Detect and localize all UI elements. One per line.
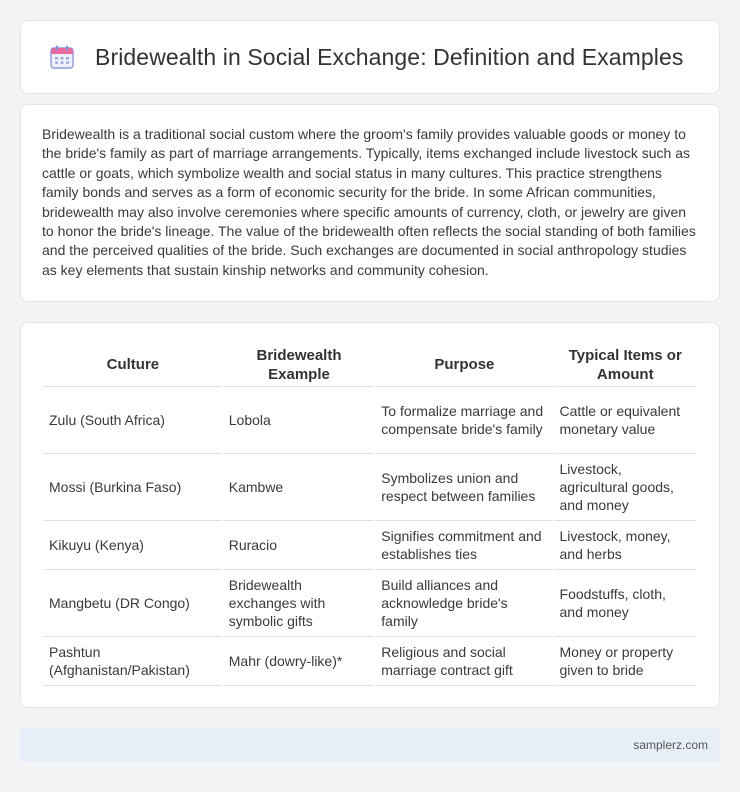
cell-culture: Pashtun (Afghanistan/Pakistan) [44,637,222,686]
column-header-culture: Culture [44,343,222,387]
table-header-row [44,343,696,387]
column-header-example: Bridewealth Example [224,343,375,387]
cell-items: Money or property given to bride [555,637,696,686]
intro-card [20,104,720,302]
cell-purpose: Religious and social marriage contract gift [376,637,552,686]
cell-culture: Kikuyu (Kenya) [44,521,222,570]
header-card [20,20,720,94]
footer-bar [20,728,720,762]
cell-culture: Mossi (Burkina Faso) [44,454,222,521]
cell-example: Bridewealth exchanges with symbolic gifts [224,570,375,637]
cell-example: Kambwe [224,454,375,521]
table-row [44,454,696,521]
column-header-items: Typical Items or Amount [555,343,696,387]
cell-culture: Zulu (South Africa) [44,387,222,454]
column-header-purpose: Purpose [376,343,552,387]
cell-items: Cattle or equivalent monetary value [555,387,696,454]
table-card [20,322,720,708]
bridewealth-table [42,343,698,686]
page-title: Bridewealth in Social Exchange: Definition and Examples [95,43,684,70]
cell-purpose: Signifies commitment and establishes ties [376,521,552,570]
table-row [44,387,696,454]
cell-example: Lobola [224,387,375,454]
cell-purpose: To formalize marriage and compensate bride's family [376,387,552,454]
intro-paragraph: Bridewealth is a traditional social custom where the groom's family provides valuable goods or money to the bride's family as part of marriage arrangements. Typically, items exchanged include livestock such as cattle or goats, which symbolize wealth and social status in many cultures. This practice strengthens family bonds and serves as a form of economic security for the bride. In some African communities, bridewealth may also involve ceremonies where specific amounts of currency, cloth, or jewelry are given to honor the bride's lineage. The value of the bridewealth often reflects the social standing of both families and the perceived qualities of the bride. Such exchanges are documented in social anthropology studies as key elements that sustain kinship networks and community cohesion. [42,126,696,278]
cell-example: Mahr (dowry-like)* [224,637,375,686]
cell-culture: Mangbetu (DR Congo) [44,570,222,637]
cell-items: Livestock, money, and herbs [555,521,696,570]
cell-purpose: Build alliances and acknowledge bride's family [376,570,552,637]
table-row [44,570,696,637]
cell-purpose: Symbolizes union and respect between families [376,454,552,521]
cell-example: Ruracio [224,521,375,570]
cell-items: Livestock, agricultural goods, and money [555,454,696,521]
table-row [44,521,696,570]
footer-site-link[interactable]: samplerz.com [633,738,708,752]
calendar-icon [49,44,75,70]
table-row [44,637,696,686]
cell-items: Foodstuffs, cloth, and money [555,570,696,637]
